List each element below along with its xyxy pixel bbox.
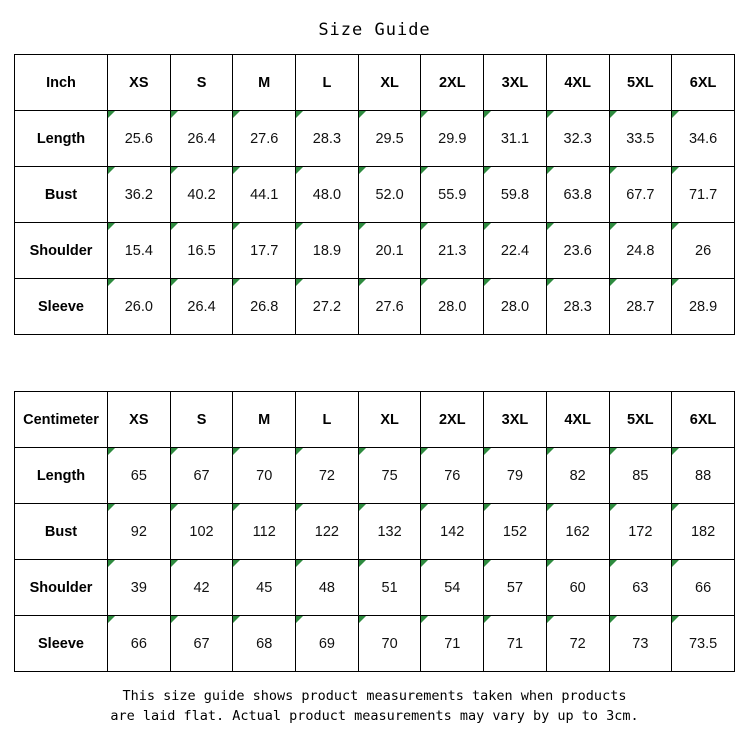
table-row <box>15 616 735 672</box>
table-row <box>15 504 735 560</box>
centimeter-size-table <box>14 391 735 672</box>
cell-bust-l: 122 <box>296 504 359 560</box>
table-header-row <box>15 55 735 111</box>
size-header-s: S <box>170 392 233 448</box>
cell-bust-4xl: 63.8 <box>546 167 609 223</box>
row-label-shoulder: Shoulder <box>15 223 108 279</box>
size-header-2xl: 2XL <box>421 392 484 448</box>
cell-length-xs: 25.6 <box>108 111 171 167</box>
cell-bust-5xl: 67.7 <box>609 167 672 223</box>
table-row <box>15 560 735 616</box>
cell-sleeve-2xl: 28.0 <box>421 279 484 335</box>
inch-size-table <box>14 54 735 335</box>
cell-sleeve-2xl: 71 <box>421 616 484 672</box>
cell-sleeve-l: 27.2 <box>296 279 359 335</box>
row-label-bust: Bust <box>15 504 108 560</box>
table-separator <box>14 335 735 391</box>
page-title: Size Guide <box>318 20 431 40</box>
cell-length-3xl: 31.1 <box>484 111 547 167</box>
size-header-s: S <box>170 55 233 111</box>
cell-shoulder-5xl: 24.8 <box>609 223 672 279</box>
size-header-6xl: 6XL <box>672 55 735 111</box>
cell-shoulder-s: 16.5 <box>170 223 233 279</box>
footer-note <box>0 672 749 726</box>
cell-length-6xl: 88 <box>672 448 735 504</box>
table-row <box>15 167 735 223</box>
cell-bust-6xl: 182 <box>672 504 735 560</box>
cell-sleeve-xl: 27.6 <box>358 279 421 335</box>
table-row <box>15 279 735 335</box>
cell-shoulder-3xl: 22.4 <box>484 223 547 279</box>
cell-length-3xl: 79 <box>484 448 547 504</box>
cell-shoulder-5xl: 63 <box>609 560 672 616</box>
size-header-2xl: 2XL <box>421 55 484 111</box>
cell-sleeve-6xl: 73.5 <box>672 616 735 672</box>
cell-shoulder-xl: 51 <box>358 560 421 616</box>
size-header-3xl: 3XL <box>484 392 547 448</box>
row-label-bust: Bust <box>15 167 108 223</box>
cell-bust-2xl: 142 <box>421 504 484 560</box>
table-row <box>15 223 735 279</box>
cell-bust-xl: 132 <box>358 504 421 560</box>
cell-length-5xl: 85 <box>609 448 672 504</box>
row-label-shoulder: Shoulder <box>15 560 108 616</box>
cell-shoulder-xs: 15.4 <box>108 223 171 279</box>
cell-shoulder-6xl: 66 <box>672 560 735 616</box>
table-header-row <box>15 392 735 448</box>
size-header-4xl: 4XL <box>546 55 609 111</box>
cell-length-m: 27.6 <box>233 111 296 167</box>
size-header-4xl: 4XL <box>546 392 609 448</box>
cell-sleeve-4xl: 28.3 <box>546 279 609 335</box>
cell-shoulder-l: 18.9 <box>296 223 359 279</box>
cell-bust-l: 48.0 <box>296 167 359 223</box>
cell-length-4xl: 32.3 <box>546 111 609 167</box>
cell-sleeve-s: 67 <box>170 616 233 672</box>
size-header-m: M <box>233 55 296 111</box>
table-row <box>15 111 735 167</box>
cell-sleeve-s: 26.4 <box>170 279 233 335</box>
cell-length-s: 67 <box>170 448 233 504</box>
size-header-5xl: 5XL <box>609 55 672 111</box>
cell-length-m: 70 <box>233 448 296 504</box>
cell-sleeve-xl: 70 <box>358 616 421 672</box>
cell-sleeve-4xl: 72 <box>546 616 609 672</box>
cell-bust-4xl: 162 <box>546 504 609 560</box>
table-row <box>15 448 735 504</box>
row-label-sleeve: Sleeve <box>15 616 108 672</box>
size-header-5xl: 5XL <box>609 392 672 448</box>
cell-length-xl: 29.5 <box>358 111 421 167</box>
cell-length-4xl: 82 <box>546 448 609 504</box>
cell-shoulder-xl: 20.1 <box>358 223 421 279</box>
cell-length-6xl: 34.6 <box>672 111 735 167</box>
cell-shoulder-6xl: 26 <box>672 223 735 279</box>
cell-shoulder-4xl: 60 <box>546 560 609 616</box>
cell-bust-3xl: 59.8 <box>484 167 547 223</box>
cell-sleeve-m: 68 <box>233 616 296 672</box>
unit-header-centimeter: Centimeter <box>15 392 108 448</box>
cell-bust-5xl: 172 <box>609 504 672 560</box>
row-label-length: Length <box>15 111 108 167</box>
cell-bust-s: 102 <box>170 504 233 560</box>
size-header-l: L <box>296 392 359 448</box>
cell-sleeve-xs: 26.0 <box>108 279 171 335</box>
size-header-6xl: 6XL <box>672 392 735 448</box>
cell-length-xs: 65 <box>108 448 171 504</box>
size-header-xl: XL <box>358 392 421 448</box>
cell-length-l: 72 <box>296 448 359 504</box>
cell-length-2xl: 76 <box>421 448 484 504</box>
cell-shoulder-m: 17.7 <box>233 223 296 279</box>
cell-sleeve-5xl: 73 <box>609 616 672 672</box>
cell-bust-s: 40.2 <box>170 167 233 223</box>
cell-sleeve-l: 69 <box>296 616 359 672</box>
cell-length-2xl: 29.9 <box>421 111 484 167</box>
cell-bust-m: 44.1 <box>233 167 296 223</box>
cell-sleeve-3xl: 28.0 <box>484 279 547 335</box>
cell-shoulder-3xl: 57 <box>484 560 547 616</box>
cell-shoulder-l: 48 <box>296 560 359 616</box>
cell-bust-xs: 92 <box>108 504 171 560</box>
cell-bust-2xl: 55.9 <box>421 167 484 223</box>
size-header-m: M <box>233 392 296 448</box>
cell-bust-xl: 52.0 <box>358 167 421 223</box>
size-header-l: L <box>296 55 359 111</box>
cell-bust-3xl: 152 <box>484 504 547 560</box>
cell-sleeve-m: 26.8 <box>233 279 296 335</box>
cell-length-s: 26.4 <box>170 111 233 167</box>
cell-shoulder-xs: 39 <box>108 560 171 616</box>
cell-shoulder-2xl: 54 <box>421 560 484 616</box>
unit-header-inch: Inch <box>15 55 108 111</box>
size-header-xs: XS <box>108 55 171 111</box>
cell-length-5xl: 33.5 <box>609 111 672 167</box>
cell-bust-6xl: 71.7 <box>672 167 735 223</box>
cell-shoulder-2xl: 21.3 <box>421 223 484 279</box>
row-label-length: Length <box>15 448 108 504</box>
cell-length-xl: 75 <box>358 448 421 504</box>
footer-line-1: This size guide shows product measurements taken when products <box>122 688 627 704</box>
cell-sleeve-6xl: 28.9 <box>672 279 735 335</box>
cell-length-l: 28.3 <box>296 111 359 167</box>
cell-shoulder-4xl: 23.6 <box>546 223 609 279</box>
size-header-3xl: 3XL <box>484 55 547 111</box>
cell-sleeve-xs: 66 <box>108 616 171 672</box>
cell-sleeve-5xl: 28.7 <box>609 279 672 335</box>
cell-shoulder-m: 45 <box>233 560 296 616</box>
row-label-sleeve: Sleeve <box>15 279 108 335</box>
footer-line-2: are laid flat. Actual product measurements may vary by up to 3cm. <box>110 708 639 724</box>
cell-sleeve-3xl: 71 <box>484 616 547 672</box>
size-header-xs: XS <box>108 392 171 448</box>
cell-bust-xs: 36.2 <box>108 167 171 223</box>
size-header-xl: XL <box>358 55 421 111</box>
cell-shoulder-s: 42 <box>170 560 233 616</box>
cell-bust-m: 112 <box>233 504 296 560</box>
